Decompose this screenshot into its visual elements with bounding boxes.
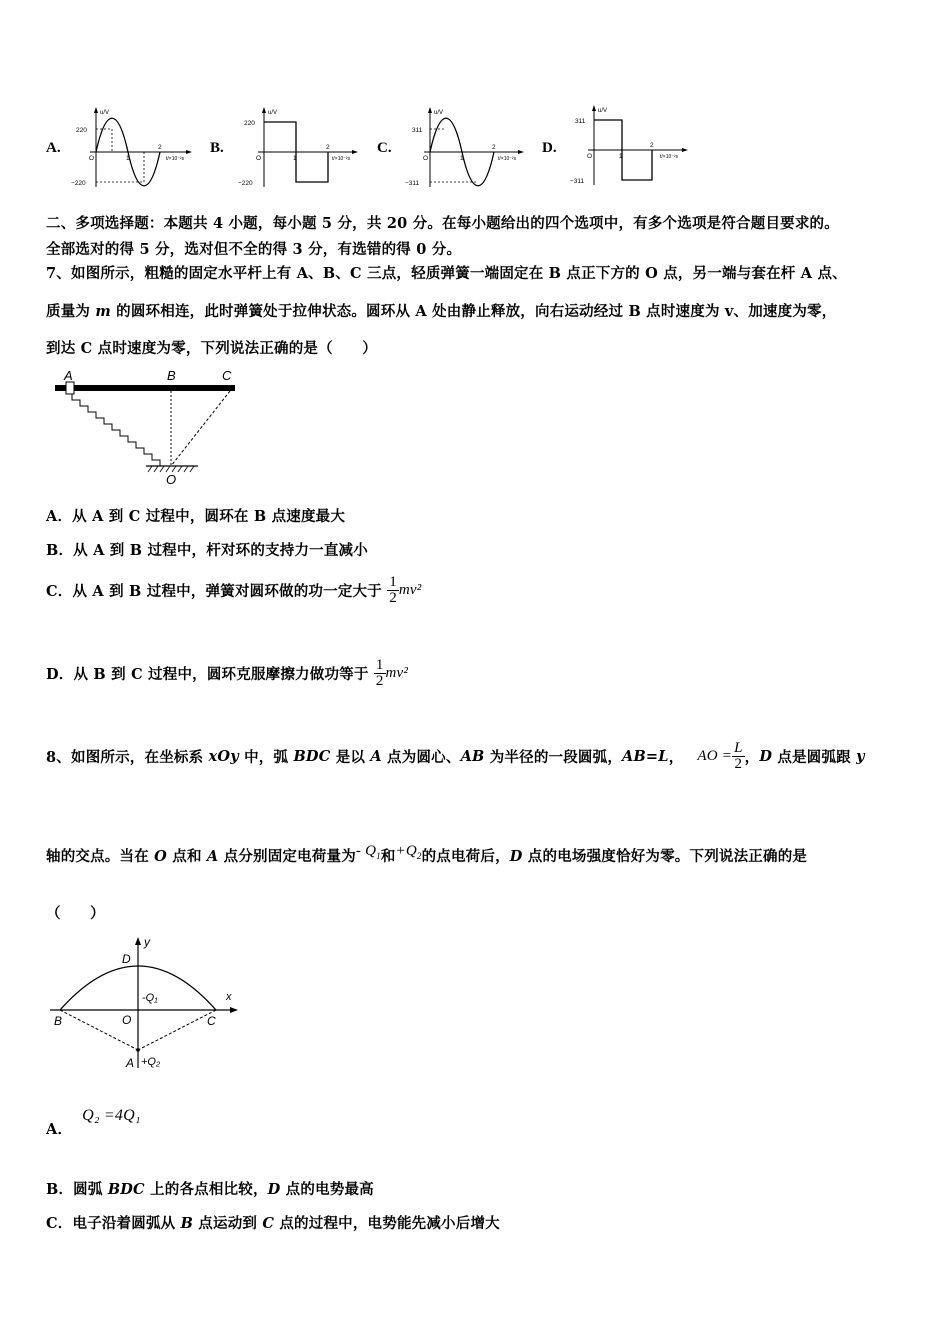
q8-label-q1: -Q₁: [142, 992, 158, 1004]
q6-a-ylabel: u/V: [100, 110, 110, 116]
q6-option-a-label[interactable]: A.: [46, 140, 61, 156]
frac-numerator: L: [734, 740, 743, 756]
q8-text: 是以: [330, 749, 371, 766]
section2-line1: 二、多项选择题：本题共 4 小题，每小题 5 分，共 20 分。在每小题给出的四个选项中，有多个选项是符合题目要求的。: [46, 215, 839, 232]
frac-denominator: 2: [389, 590, 397, 606]
q8-stem-line3: （ ）: [46, 905, 105, 922]
q7-stem-line3: 到达 C 点时速度为零，下列说法正确的是（ ）: [46, 340, 377, 357]
q8-label-a: A: [126, 1056, 135, 1070]
q8-bdc: BDC: [107, 1181, 145, 1198]
q8-label-o: O: [122, 1013, 132, 1027]
q6-b-trough: −220: [238, 180, 253, 187]
q8-text: 点的过程中，电势能先减小后增大: [274, 1215, 500, 1232]
q6-c-origin: O: [423, 155, 429, 162]
frac-numerator: 1: [375, 657, 384, 673]
q8-option-a-math: Q₂ =4Q₁: [82, 1107, 141, 1124]
q6-d-tick1: 1: [619, 153, 623, 160]
q8-label-b: B: [54, 1014, 63, 1028]
q6-c-peak: 311: [412, 127, 423, 134]
q7-label-o: O: [166, 472, 177, 486]
q6-d-xlabel: t/×10⁻²s: [660, 154, 679, 160]
q8-text: ，: [668, 749, 684, 766]
q8-text: 点和: [167, 848, 207, 865]
q8-minus-q1: [356, 843, 381, 859]
frac-denominator: 2: [375, 673, 384, 689]
q7-label-a: A: [64, 368, 73, 383]
q8-d: D: [267, 1181, 281, 1198]
q6-graph-d: [566, 103, 691, 188]
q8-xoy: xOy: [208, 748, 239, 765]
q8-option-a[interactable]: [46, 1107, 141, 1139]
q7-ring: [66, 382, 74, 394]
q8-mq1-sub: 1: [376, 851, 381, 861]
q6-c-xlabel: t/×10⁻²s: [498, 156, 517, 162]
q8-text: ，: [744, 749, 760, 766]
q8-a: A: [206, 848, 219, 865]
q8-option-c[interactable]: [46, 1212, 500, 1233]
q8-text: 的点电荷后，: [421, 848, 510, 865]
q6-d-origin: O: [587, 153, 593, 160]
q8-text: 和: [380, 848, 396, 865]
q8-d: D: [509, 848, 523, 865]
q7-figure: [50, 366, 245, 486]
q8-text: 轴的交点。当在: [46, 848, 155, 865]
q6-a-origin: O: [89, 155, 95, 162]
q6-d-peak: 311: [575, 118, 586, 125]
q6-b-ylabel: u/V: [268, 110, 278, 116]
q8-text: C．电子沿着圆弧从: [46, 1215, 181, 1232]
q7-option-d-mv2: mv²: [385, 665, 409, 681]
q7-option-a[interactable]: A．从 A 到 C 过程中，圆环在 B 点速度最大: [46, 508, 346, 525]
q6-option-b-label[interactable]: B.: [210, 140, 224, 156]
q8-ab-eq-l: AB=L: [622, 748, 669, 765]
q6-option-c-label[interactable]: C.: [377, 140, 392, 156]
q8-a: A: [370, 748, 382, 765]
q6-a-tick2: 2: [158, 144, 162, 151]
q8-mq1: - Q: [355, 843, 377, 859]
q6-d-ylabel: u/V: [598, 108, 608, 114]
q7-option-b[interactable]: B．从 A 到 B 过程中，杆对环的支持力一直减小: [46, 542, 368, 559]
q6-c-trough: −311: [405, 180, 420, 187]
q8-text: 点是圆弧跟: [772, 749, 857, 766]
q8-o: O: [154, 848, 167, 865]
q7-stem-line2b: 的圆环相连，此时弹簧处于拉伸状态。圆环从 A 处由静止释放，向右运动经过 B 点时速度为 v、加速度为零，: [110, 303, 837, 320]
q7-mass-symbol: m: [95, 303, 111, 320]
q8-option-b[interactable]: [46, 1178, 374, 1199]
q8-text: 为半径的一段圆弧，: [484, 749, 623, 766]
q6-b-peak: 220: [244, 120, 255, 127]
q7-option-d-fraction: [374, 658, 386, 689]
q8-label-q2: +Q₂: [141, 1056, 161, 1068]
q8-b: B: [180, 1215, 194, 1232]
q8-c: C: [262, 1215, 275, 1232]
q6-graph-a: [70, 105, 195, 190]
q7-option-c[interactable]: [46, 575, 421, 606]
q8-ao-fraction: [732, 741, 745, 772]
q8-text: B．圆弧: [46, 1181, 108, 1198]
q6-c-ylabel: u/V: [434, 110, 444, 116]
q6-options: [0, 100, 950, 195]
q6-d-trough: −311: [570, 178, 585, 185]
frac-denominator: 2: [734, 756, 743, 772]
q6-b-origin: O: [256, 155, 262, 162]
frac-numerator: 1: [389, 574, 397, 590]
q8-text: 点为圆心、: [381, 749, 461, 766]
q6-d-tick2: 2: [650, 142, 654, 149]
q8-ao: AO =: [697, 748, 733, 764]
q7-option-c-text: C．从 A 到 B 过程中，弹簧对圆环做的功一定大于: [46, 583, 382, 600]
q8-label-d: D: [122, 952, 131, 966]
q6-a-xlabel: t/×10⁻²s: [166, 156, 185, 162]
q6-b-xlabel: t/×10⁻²s: [332, 156, 351, 162]
q8-option-a-label: A．: [46, 1121, 73, 1138]
q8-label-x: x: [226, 991, 232, 1003]
q6-b-tick1: 1: [293, 155, 297, 162]
q8-d: D: [759, 748, 773, 765]
q6-a-peak: 220: [76, 127, 87, 134]
q6-option-d-label[interactable]: D.: [542, 140, 557, 156]
q8-stem-line2: [46, 845, 807, 867]
q8-y: y: [856, 748, 865, 765]
q7-option-d[interactable]: [46, 658, 408, 689]
q8-label-y: y: [144, 935, 150, 949]
q8-bdc: BDC: [293, 748, 331, 765]
q7-rod: [55, 385, 235, 391]
q7-option-c-fraction: [387, 575, 399, 606]
q8-text: 8、如图所示，在坐标系: [46, 749, 209, 766]
q7-stem-line1: 7、如图所示，粗糙的固定水平杆上有 A、B、C 三点，轻质弹簧一端固定在 B 点正下方的 O 点，另一端与套在杆 A 点、: [46, 265, 847, 282]
q8-ab: AB: [460, 748, 485, 765]
q8-text: 点分别固定电荷量为: [218, 848, 356, 865]
q6-c-tick1: 1: [460, 155, 464, 162]
q8-plus-q2: [396, 843, 422, 859]
section2-line2: 全部选对的得 5 分，选对但不全的得 3 分，有选错的得 0 分。: [46, 241, 462, 258]
q8-text: 上的各点相比较，: [144, 1181, 268, 1198]
q6-b-tick2: 2: [326, 144, 330, 151]
q8-stem-line1: [46, 741, 865, 772]
q8-figure: [46, 934, 241, 1074]
q8-text: 点的电势最高: [280, 1181, 374, 1198]
q6-a-trough: −220: [71, 180, 86, 187]
q7-option-c-mv2: mv²: [398, 582, 422, 598]
q8-text: 点的电场强度恰好为零。下列说法正确的是: [522, 848, 808, 865]
q6-c-tick2: 2: [492, 144, 496, 151]
q7-stem-line2a: 质量为: [46, 303, 96, 320]
q7-spring: [72, 394, 170, 466]
q8-label-c: C: [207, 1014, 216, 1028]
q8-text: 中，弧: [238, 749, 294, 766]
q8-pq2: +Q: [395, 843, 417, 859]
q7-stem-line2: [46, 300, 836, 321]
q8-text: 点运动到: [193, 1215, 263, 1232]
q7-option-d-text: D．从 B 到 C 过程中，圆环克服摩擦力做功等于: [46, 666, 369, 683]
q7-label-b: B: [167, 368, 176, 383]
q6-a-tick1: 1: [126, 155, 130, 162]
q6-graph-c: [402, 105, 527, 190]
q6-graph-b: [236, 105, 361, 190]
q7-label-c: C: [222, 368, 232, 383]
q8-pq2-sub: 2: [416, 851, 422, 861]
